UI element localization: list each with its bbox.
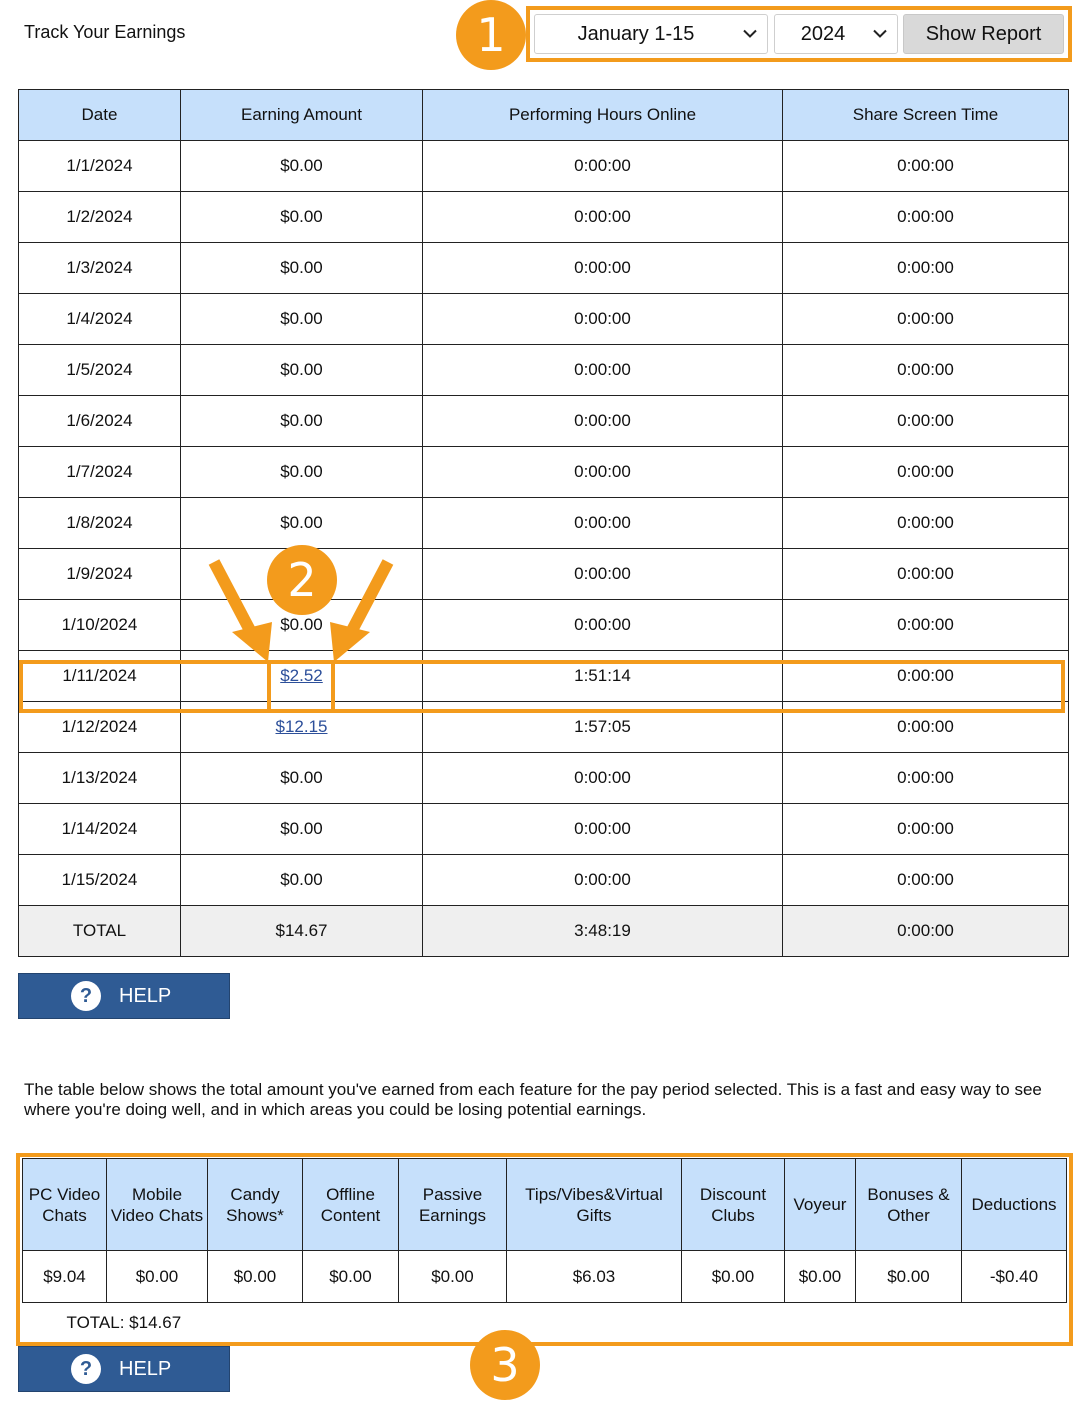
earning-amount-cell: $0.00	[181, 498, 423, 549]
table-row	[19, 243, 1069, 294]
table-row	[19, 396, 1069, 447]
total-share: 0:00:00	[783, 906, 1069, 957]
feature-value-cell: $0.00	[208, 1251, 303, 1303]
date-cell: 1/4/2024	[19, 294, 181, 345]
column-header-amount: Earning Amount	[181, 90, 423, 141]
feature-column-header: PC Video Chats	[23, 1159, 107, 1251]
feature-column-header: Deductions	[962, 1159, 1067, 1251]
performing-hours-cell: 0:00:00	[423, 447, 783, 498]
question-icon: ?	[71, 981, 101, 1011]
share-screen-cell: 0:00:00	[783, 651, 1069, 702]
feature-value-cell: $0.00	[303, 1251, 399, 1303]
date-cell: 1/12/2024	[19, 702, 181, 753]
table-row	[19, 447, 1069, 498]
date-cell: 1/3/2024	[19, 243, 181, 294]
feature-value-cell: $9.04	[23, 1251, 107, 1303]
earning-amount-cell: $0.00	[181, 396, 423, 447]
date-cell: 1/5/2024	[19, 345, 181, 396]
share-screen-cell: 0:00:00	[783, 600, 1069, 651]
earning-amount-cell: $0.00	[181, 600, 423, 651]
date-cell: 1/11/2024	[19, 651, 181, 702]
share-screen-cell: 0:00:00	[783, 396, 1069, 447]
feature-column-header: Candy Shows*	[208, 1159, 303, 1251]
table-row	[19, 498, 1069, 549]
daily-earnings-table	[18, 89, 1069, 957]
table-row	[19, 549, 1069, 600]
column-header-share: Share Screen Time	[783, 90, 1069, 141]
feature-value-cell: $0.00	[107, 1251, 208, 1303]
performing-hours-cell: 0:00:00	[423, 294, 783, 345]
performing-hours-cell: 0:00:00	[423, 753, 783, 804]
help-label: HELP	[119, 1357, 172, 1380]
share-screen-cell: 0:00:00	[783, 804, 1069, 855]
chevron-down-icon	[873, 30, 887, 39]
share-screen-cell: 0:00:00	[783, 549, 1069, 600]
share-screen-cell: 0:00:00	[783, 345, 1069, 396]
show-report-button[interactable]: Show Report	[903, 14, 1064, 54]
earning-amount-cell: $0.00	[181, 447, 423, 498]
total-amount: $14.67	[181, 906, 423, 957]
performing-hours-cell: 0:00:00	[423, 243, 783, 294]
date-cell: 1/8/2024	[19, 498, 181, 549]
date-cell: 1/9/2024	[19, 549, 181, 600]
share-screen-cell: 0:00:00	[783, 192, 1069, 243]
feature-total: TOTAL: $14.67	[66, 1312, 182, 1332]
earning-amount-cell: $0.00	[181, 804, 423, 855]
total-label: TOTAL	[19, 906, 181, 957]
table-row	[23, 1251, 1067, 1303]
help-button[interactable]	[18, 973, 230, 1019]
share-screen-cell: 0:00:00	[783, 447, 1069, 498]
share-screen-cell: 0:00:00	[783, 855, 1069, 906]
table-row	[19, 600, 1069, 651]
date-cell: 1/14/2024	[19, 804, 181, 855]
share-screen-cell: 0:00:00	[783, 702, 1069, 753]
feature-total-row	[23, 1303, 1067, 1343]
earning-amount-cell: $0.00	[181, 345, 423, 396]
share-screen-cell: 0:00:00	[783, 753, 1069, 804]
total-hours: 3:48:19	[423, 906, 783, 957]
arrow-icon	[326, 558, 396, 662]
feature-description: The table below shows the total amount you've earned from each feature for the pay period selected. This is a fast and easy way to see where you're doing well, and in which areas you could be losing potential earnings.	[24, 1080, 1042, 1119]
performing-hours-cell: 0:00:00	[423, 549, 783, 600]
table-header-row	[23, 1159, 1067, 1251]
share-screen-cell: 0:00:00	[783, 243, 1069, 294]
performing-hours-cell: 0:00:00	[423, 855, 783, 906]
help-label: HELP	[119, 984, 172, 1007]
table-header-row	[19, 90, 1069, 141]
year-select-value: 2024	[800, 22, 846, 45]
callout-badge-1: 1	[456, 0, 526, 70]
table-row	[19, 855, 1069, 906]
performing-hours-cell: 1:57:05	[423, 702, 783, 753]
earning-amount-cell: $0.00	[181, 141, 423, 192]
feature-value-cell: $6.03	[507, 1251, 682, 1303]
feature-value-cell: $0.00	[682, 1251, 785, 1303]
performing-hours-cell: 0:00:00	[423, 345, 783, 396]
question-icon: ?	[71, 1354, 101, 1384]
feature-column-header: Bonuses & Other	[856, 1159, 962, 1251]
total-row	[19, 906, 1069, 957]
performing-hours-cell: 0:00:00	[423, 141, 783, 192]
arrow-icon	[206, 558, 276, 662]
date-cell: 1/1/2024	[19, 141, 181, 192]
earning-amount-cell: $0.00	[181, 243, 423, 294]
share-screen-cell: 0:00:00	[783, 294, 1069, 345]
feature-column-header: Discount Clubs	[682, 1159, 785, 1251]
column-header-date: Date	[19, 90, 181, 141]
feature-column-header: Mobile Video Chats	[107, 1159, 208, 1251]
callout-row-highlight	[19, 660, 1065, 713]
feature-column-header: Tips/Vibes&Virtual Gifts	[507, 1159, 682, 1251]
column-header-hours: Performing Hours Online	[423, 90, 783, 141]
table-row	[19, 345, 1069, 396]
callout-badge-2: 2	[267, 545, 337, 615]
performing-hours-cell: 1:51:14	[423, 651, 783, 702]
date-cell: 1/6/2024	[19, 396, 181, 447]
earning-amount-link[interactable]: $12.15	[275, 717, 328, 736]
table-row	[19, 192, 1069, 243]
feature-column-header: Offline Content	[303, 1159, 399, 1251]
share-screen-cell: 0:00:00	[783, 498, 1069, 549]
date-cell: 1/10/2024	[19, 600, 181, 651]
feature-value-cell: -$0.40	[962, 1251, 1067, 1303]
page-title: Track Your Earnings	[24, 22, 186, 42]
share-screen-cell: 0:00:00	[783, 141, 1069, 192]
feature-value-cell: $0.00	[785, 1251, 856, 1303]
callout-badge-3: 3	[470, 1330, 540, 1400]
feature-value-cell: $0.00	[856, 1251, 962, 1303]
performing-hours-cell: 0:00:00	[423, 498, 783, 549]
chevron-down-icon	[743, 30, 757, 39]
date-cell: 1/2/2024	[19, 192, 181, 243]
period-select-value: January 1-15	[577, 22, 695, 45]
earning-amount-cell: $0.00	[181, 192, 423, 243]
earning-amount-cell: $0.00	[181, 753, 423, 804]
table-row	[19, 294, 1069, 345]
performing-hours-cell: 0:00:00	[423, 192, 783, 243]
period-select[interactable]	[534, 14, 768, 54]
help-button[interactable]	[18, 1346, 230, 1392]
feature-earnings-table	[22, 1158, 1067, 1343]
table-row	[19, 753, 1069, 804]
earning-amount-link[interactable]: $2.52	[280, 666, 323, 685]
performing-hours-cell: 0:00:00	[423, 600, 783, 651]
earning-amount-cell: $0.00	[181, 294, 423, 345]
feature-column-header: Voyeur	[785, 1159, 856, 1251]
performing-hours-cell: 0:00:00	[423, 396, 783, 447]
date-cell: 1/13/2024	[19, 753, 181, 804]
date-cell: 1/7/2024	[19, 447, 181, 498]
table-row	[19, 141, 1069, 192]
performing-hours-cell: 0:00:00	[423, 804, 783, 855]
feature-column-header: Passive Earnings	[399, 1159, 507, 1251]
date-cell: 1/15/2024	[19, 855, 181, 906]
year-select[interactable]	[774, 14, 898, 54]
callout-amount-highlight	[267, 660, 335, 713]
earning-amount-cell: $0.00	[181, 855, 423, 906]
feature-value-cell: $0.00	[399, 1251, 507, 1303]
table-row	[19, 804, 1069, 855]
